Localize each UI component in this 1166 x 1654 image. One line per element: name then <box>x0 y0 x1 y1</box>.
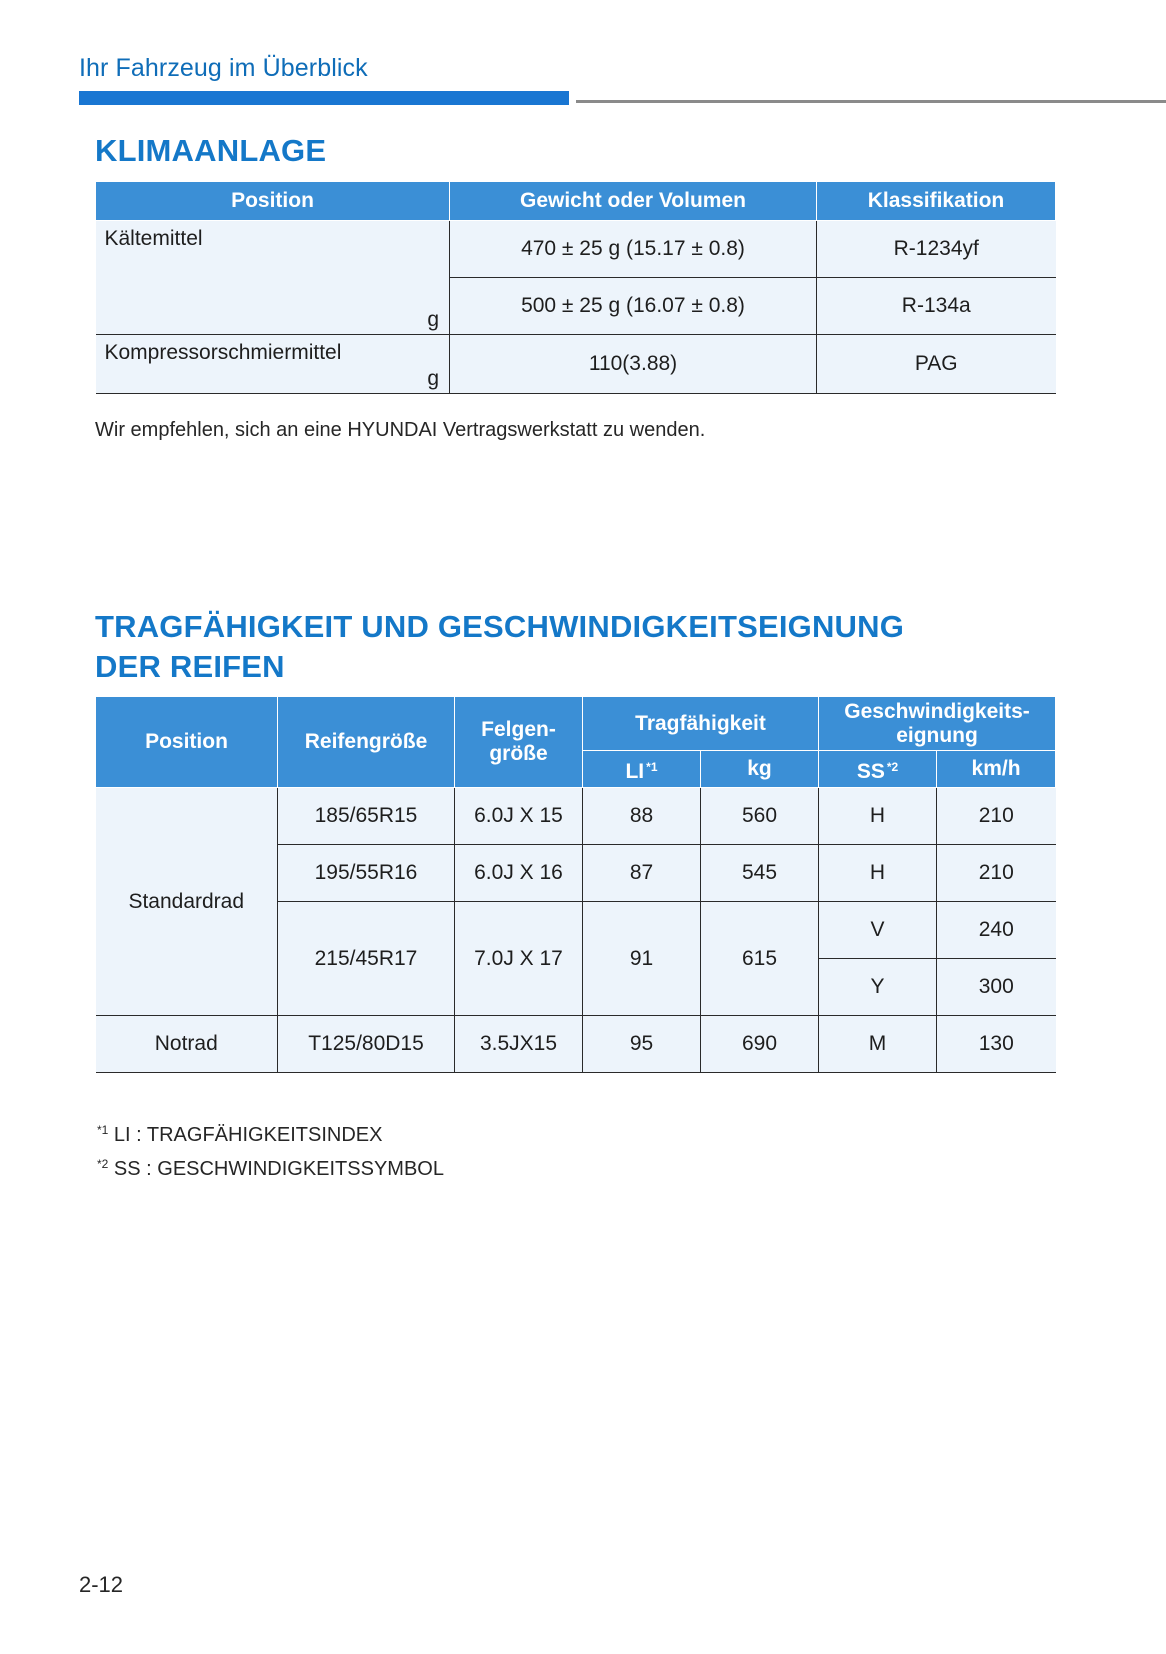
reifen-heading-line1: TRAGFÄHIGKEIT UND GESCHWINDIGKEITSEIGNUNG <box>95 609 905 644</box>
col-header-geschwindigkeitseignung <box>819 697 1056 751</box>
kg-cell: 615 <box>701 902 819 1016</box>
kompressor-label: Kompressorschmiermittel <box>104 341 342 364</box>
col-header-tragfaehigkeit: Tragfähigkeit <box>583 697 819 751</box>
footnote-mark: *2 <box>97 1157 109 1171</box>
table-row <box>96 221 1056 278</box>
klima-position-cell <box>96 221 450 335</box>
reifen-heading-line2: DER REIFEN <box>95 649 285 684</box>
felgengroesse-cell: 6.0J X 15 <box>455 788 583 845</box>
recommendation-note: Wir empfehlen, sich an eine HYUNDAI Vertragswerkstatt zu wenden. <box>95 419 706 441</box>
kmh-cell: 130 <box>937 1016 1056 1073</box>
ss-cell: H <box>819 845 937 902</box>
li-cell: 95 <box>583 1016 701 1073</box>
klassifikation-cell: PAG <box>817 335 1056 394</box>
klimaanlage-heading: KLIMAANLAGE <box>95 133 327 168</box>
ss-cell: H <box>819 788 937 845</box>
table-row <box>96 335 1056 394</box>
reifen-heading <box>95 607 904 687</box>
notrad-cell: Notrad <box>96 1016 278 1073</box>
standardrad-cell: Standardrad <box>96 788 278 1016</box>
kmh-cell: 210 <box>937 788 1056 845</box>
footnote-li <box>95 1123 382 1147</box>
li-cell: 88 <box>583 788 701 845</box>
reifengroesse-cell: 215/45R17 <box>278 902 455 1016</box>
col-header-position: Position <box>96 182 450 221</box>
kaeltemittel-label: Kältemittel <box>104 227 203 250</box>
reifengroesse-cell: 195/55R16 <box>278 845 455 902</box>
klimaanlage-table <box>95 181 1056 394</box>
ss-footnote-mark: *2 <box>886 759 899 774</box>
footnote-text: LI : TRAGFÄHIGKEITSINDEX <box>113 1124 383 1146</box>
header-rule <box>576 100 1166 103</box>
unit-label: g <box>427 308 439 331</box>
li-cell: 91 <box>583 902 701 1016</box>
col-header-ss <box>819 751 937 788</box>
kg-cell: 690 <box>701 1016 819 1073</box>
col-header-felgengroesse <box>455 697 583 788</box>
klima-header-row <box>96 182 1056 221</box>
li-label: LI <box>625 759 645 783</box>
klassifikation-cell: R-1234yf <box>817 221 1056 278</box>
table-row <box>96 1016 1056 1073</box>
header-accent-bar <box>79 91 569 105</box>
col-header-li <box>583 751 701 788</box>
footnote-ss <box>95 1157 444 1181</box>
reifen-header-row <box>96 697 1056 751</box>
table-row <box>96 788 1056 845</box>
geschw-line1: Geschwindigkeits- <box>844 699 1030 723</box>
ss-label: SS <box>856 759 885 783</box>
col-header-position: Position <box>96 697 278 788</box>
kg-cell: 545 <box>701 845 819 902</box>
kmh-cell: 240 <box>937 902 1056 959</box>
felgengroesse-cell: 6.0J X 16 <box>455 845 583 902</box>
unit-label: g <box>427 367 439 390</box>
col-header-kg: kg <box>701 751 819 788</box>
felgengroesse-cell: 7.0J X 17 <box>455 902 583 1016</box>
li-footnote-mark: *1 <box>646 759 658 774</box>
ss-cell: V <box>819 902 937 959</box>
page-number: 2-12 <box>79 1572 124 1597</box>
col-header-kmh: km/h <box>937 751 1056 788</box>
col-header-reifengroesse: Reifengröße <box>278 697 455 788</box>
gewicht-cell: 500 ± 25 g (16.07 ± 0.8) <box>450 278 817 335</box>
footnote-text: SS : GESCHWINDIGKEITSSYMBOL <box>113 1158 444 1180</box>
ss-cell: Y <box>819 959 937 1016</box>
reifengroesse-cell: T125/80D15 <box>278 1016 455 1073</box>
reifengroesse-cell: 185/65R15 <box>278 788 455 845</box>
geschw-line2: eignung <box>896 723 978 747</box>
li-cell: 87 <box>583 845 701 902</box>
kg-cell: 560 <box>701 788 819 845</box>
section-header-title: Ihr Fahrzeug im Überblick <box>79 54 368 82</box>
kmh-cell: 210 <box>937 845 1056 902</box>
col-header-gewicht: Gewicht oder Volumen <box>450 182 817 221</box>
felgengroesse-cell: 3.5JX15 <box>455 1016 583 1073</box>
felgen-line2: größe <box>489 742 548 765</box>
col-header-klassifikation: Klassifikation <box>817 182 1056 221</box>
klima-position-cell <box>96 335 450 394</box>
felgen-line1: Felgen- <box>481 718 556 741</box>
klassifikation-cell: R-134a <box>817 278 1056 335</box>
ss-cell: M <box>819 1016 937 1073</box>
gewicht-cell: 110(3.88) <box>450 335 817 394</box>
reifen-table <box>95 696 1056 1073</box>
footnote-mark: *1 <box>97 1123 109 1137</box>
gewicht-cell: 470 ± 25 g (15.17 ± 0.8) <box>450 221 817 278</box>
kmh-cell: 300 <box>937 959 1056 1016</box>
